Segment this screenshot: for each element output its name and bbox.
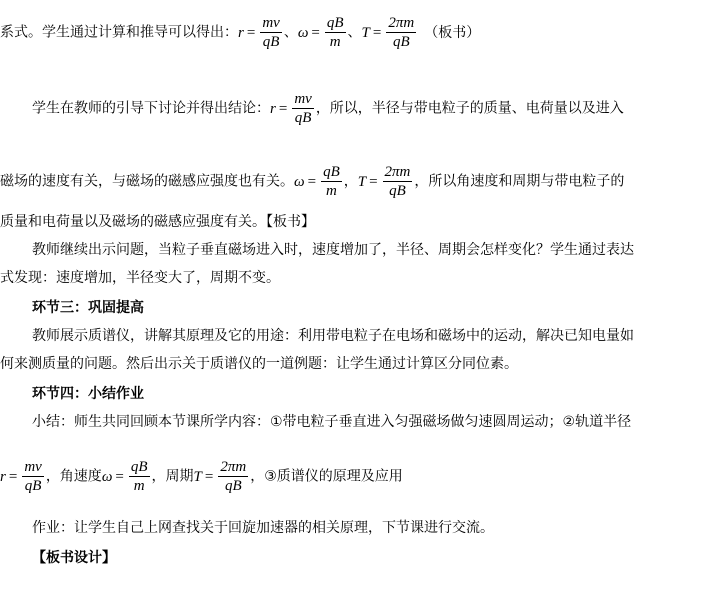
text-line: 小结：师生共同回顾本节课所学内容：①带电粒子垂直进入匀强磁场做匀速圆周运动；②轨道半径 (32, 414, 632, 430)
section-heading-summary: 环节四：小结作业 (32, 386, 144, 402)
formula-angular-velocity: ω = $\frac{qB}{m}$ (101, 459, 148, 494)
formula-angular-velocity: ω = $\frac{qB}{m}$ (297, 15, 344, 50)
text-line: 教师继续出示问题，当粒子垂直磁场进入时，速度增加了，半径、周期会怎样变化？学生通过表达 (32, 242, 634, 258)
text-line-discussion: 学生在教师的引导下讨论并得出结论：r = $\frac{mv}{qB}$ ，所以，半径与带电粒子的质量、电荷量以及进入 (32, 91, 624, 126)
section-heading-board-design: 【板书设计】 (32, 550, 116, 566)
formula-period: T = $\frac{2\pi m}{qB}$ (357, 164, 411, 199)
formula-period: T = $\frac{2\pi m}{qB}$ (193, 459, 247, 494)
text-line-summary-formulas: r = $\frac{mv}{qB}$ ，角速度ω = $\frac{qB}{m}$ ，周期T = $\frac{2\pi m}{qB}$ ，③质谱仪的原理及应用 (0, 459, 403, 494)
text-fragment: 系式。学生通过计算和推导可以得出： (0, 24, 238, 41)
formula-radius: r = $\frac{mv}{qB}$ (0, 459, 42, 494)
text-line: 质量和电荷量以及磁场的磁感应强度有关。【板书】 (0, 214, 315, 230)
text-line: 何来测质量的问题。然后出示关于质谱仪的一道例题：让学生通过计算区分同位素。 (0, 356, 518, 372)
formula-period: T = $\frac{2\pi m}{qB}$ (361, 15, 415, 50)
text-line: 式发现：速度增加，半径变大了，周期不变。 (0, 270, 280, 286)
formula-radius: r = $\frac{mv}{qB}$ (270, 91, 312, 126)
formula-radius: r = $\frac{mv}{qB}$ (238, 15, 280, 50)
text-line-formulas-intro: 系式。学生通过计算和推导可以得出：r = $\frac{mv}{qB}$ 、ω = $\frac{qB}{m}$ 、T = $\frac{2\pi m}{qB}$ （板书） (0, 15, 481, 50)
text-line-conclusion: 磁场的速度有关，与磁场的磁感应强度也有关。ω = $\frac{qB}{m}$ ，T = $\frac{2\pi m}{qB}$ ，所以角速度和周期与带电粒子的 (0, 164, 625, 199)
board-note: （板书） (424, 24, 481, 41)
text-line: 教师展示质谱仪，讲解其原理及它的用途：利用带电粒子在电场和磁场中的运动，解决已知电量如 (32, 328, 634, 344)
section-heading-consolidate: 环节三：巩固提高 (32, 300, 144, 316)
formula-angular-velocity: ω = $\frac{qB}{m}$ (294, 164, 340, 199)
text-line-homework: 作业：让学生自己上网查找关于回旋加速器的相关原理，下节课进行交流。 (32, 520, 494, 536)
